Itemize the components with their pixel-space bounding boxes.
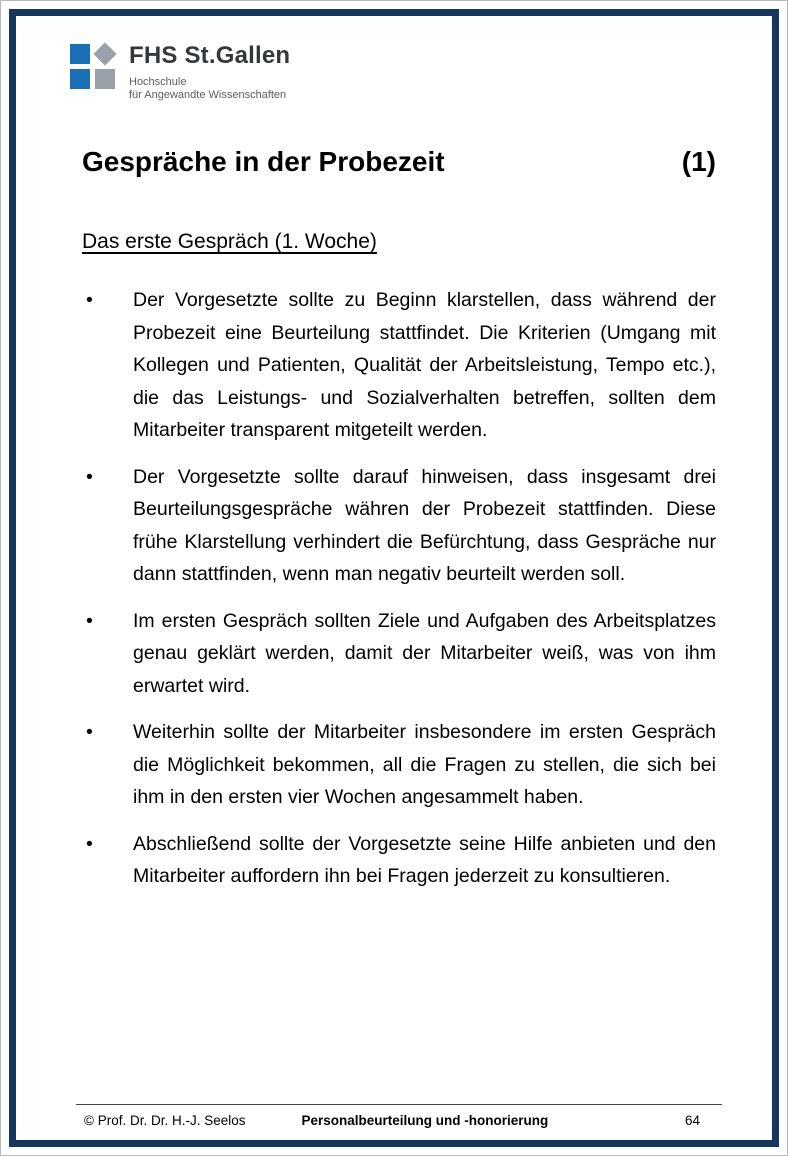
bullet-text: Im ersten Gespräch sollten Ziele und Aufgaben des Arbeitsplatzes genau geklärt werden, damit der Mitarbeiter weiß, was von ihm erwartet wird. <box>133 609 716 697</box>
logo-square-gray-tilted-icon <box>93 42 116 65</box>
slide-number-heading: (1) <box>681 146 716 177</box>
page-title: Gespräche in der Probezeit <box>82 146 445 177</box>
list-item <box>82 828 716 893</box>
bullet-text: Der Vorgesetzte sollte zu Beginn klarstellen, dass während der Probezeit eine Beurteilung stattfindet. Die Kriterien (Umgang mit Kollegen und Patienten, Qualität der Arbeitsleistung, Tempo etc.), die das Leistungs- und Sozialverhalten betreffen, sollten dem Mitarbeiter transparent mitgeteilt werden. <box>133 289 716 441</box>
footer-copyright: © Prof. Dr. Dr. H.-J. Seelos <box>84 1113 246 1128</box>
bullet-icon: • <box>86 289 93 311</box>
list-item <box>82 284 716 447</box>
title-row <box>82 146 716 178</box>
bullet-text: Weiterhin sollte der Mitarbeiter insbesondere im ersten Gespräch die Möglichkeit bekommen, all die Fragen zu stellen, die sich bei ihm in den ersten vier Wochen angesammelt haben. <box>133 721 716 808</box>
section-heading: Das erste Gespräch (1. Woche) <box>82 230 377 253</box>
bullet-icon: • <box>86 721 93 743</box>
bullet-icon: • <box>86 465 93 488</box>
bullet-list <box>82 284 716 907</box>
logo-subtitle-line1: Hochschule <box>129 76 187 88</box>
list-item <box>82 605 716 703</box>
logo <box>70 42 732 102</box>
slide-footer <box>76 1104 722 1140</box>
footer-page-number: 64 <box>684 1113 700 1128</box>
logo-subtitle-line2: für Angewandte Wissenschaften <box>129 89 287 101</box>
list-item <box>82 716 716 814</box>
bullet-text: Abschließend sollte der Vorgesetzte seine Hilfe anbieten und den Mitarbeiter auffordern ihn bei Fragen jederzeit zu konsultieren. <box>133 832 716 887</box>
logo-subtitle <box>129 76 290 102</box>
logo-text <box>129 42 290 102</box>
slide-frame <box>9 9 779 1147</box>
fhs-logo-icon <box>70 44 115 89</box>
bullet-icon: • <box>86 609 93 632</box>
bullet-icon: • <box>86 832 93 855</box>
logo-square-blue-icon <box>70 69 90 89</box>
footer-course-title: Personalbeurteilung und -honorierung <box>301 1113 549 1128</box>
bullet-text: Der Vorgesetzte sollte darauf hinweisen, dass insgesamt drei Beurteilungsgespräche währen der Probezeit stattfinden. Diese frühe Klarstellung verhindert die Befürchtung, dass Gespräche nur dann stattfinden, wenn man negativ beurteilt werden soll. <box>133 465 716 585</box>
list-item <box>82 461 716 591</box>
logo-square-gray-icon <box>95 69 115 89</box>
logo-square-blue-icon <box>70 44 90 64</box>
logo-name: FHS St.Gallen <box>129 42 291 69</box>
